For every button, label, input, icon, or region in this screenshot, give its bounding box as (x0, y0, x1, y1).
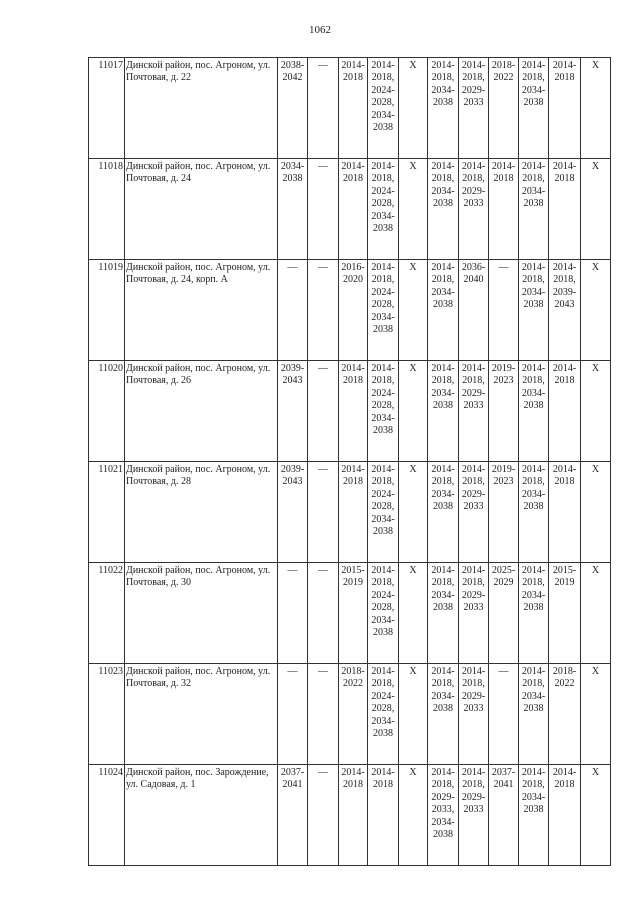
schedule-cell: — (308, 563, 339, 664)
schedule-cell: 2014- 2018, 2024- 2028, 2034- 2038 (368, 664, 399, 765)
record-number-cell: 11020 (89, 361, 125, 462)
schedule-cell: 2014- 2018, 2029- 2033, 2034- 2038 (428, 765, 459, 866)
schedule-cell: X (581, 58, 611, 159)
schedule-cell: 2014- 2018, 2034- 2038 (519, 361, 549, 462)
schedule-cell: X (581, 563, 611, 664)
record-number-cell: 11022 (89, 563, 125, 664)
table-row (89, 58, 611, 159)
schedule-cell: 2014- 2018 (549, 159, 581, 260)
address-cell: Динской район, пос. Агроном, ул. Почтовая, д. 24 (125, 159, 278, 260)
schedule-cell: 2014- 2018, 2034- 2038 (519, 664, 549, 765)
schedule-cell: 2014- 2018 (339, 159, 368, 260)
schedule-cell: — (278, 664, 308, 765)
schedule-cell: 2014- 2018, 2034- 2038 (519, 765, 549, 866)
schedule-cell: 2014- 2018, 2034- 2038 (519, 159, 549, 260)
schedule-cell: 2014- 2018 (549, 361, 581, 462)
schedule-cell: 2039- 2043 (278, 361, 308, 462)
schedule-cell: X (399, 462, 428, 563)
schedule-cell: 2014- 2018, 2029- 2033 (459, 563, 489, 664)
schedule-cell: 2025- 2029 (489, 563, 519, 664)
schedule-cell: — (278, 260, 308, 361)
schedule-cell: X (581, 462, 611, 563)
schedule-cell: — (489, 260, 519, 361)
schedule-cell: X (581, 664, 611, 765)
schedule-cell: 2014- 2018, 2034- 2038 (428, 664, 459, 765)
schedule-cell: X (399, 664, 428, 765)
schedule-cell: X (399, 765, 428, 866)
schedule-cell: 2014- 2018, 2024- 2028, 2034- 2038 (368, 361, 399, 462)
address-cell: Динской район, пос. Агроном, ул. Почтовая, д. 32 (125, 664, 278, 765)
schedule-cell: 2014- 2018, 2034- 2038 (428, 260, 459, 361)
schedule-cell: 2014- 2018, 2034- 2038 (519, 260, 549, 361)
record-number-cell: 11018 (89, 159, 125, 260)
schedule-cell: 2038- 2042 (278, 58, 308, 159)
schedule-cell: — (308, 462, 339, 563)
address-cell: Динской район, пос. Агроном, ул. Почтовая, д. 24, корп. А (125, 260, 278, 361)
schedule-cell: 2016- 2020 (339, 260, 368, 361)
schedule-cell: 2014- 2018 (339, 765, 368, 866)
record-number-cell: 11019 (89, 260, 125, 361)
schedule-cell: 2015- 2019 (339, 563, 368, 664)
address-cell: Динской район, пос. Агроном, ул. Почтовая, д. 28 (125, 462, 278, 563)
table-row (89, 260, 611, 361)
table-row (89, 159, 611, 260)
schedule-cell: 2014- 2018, 2034- 2038 (519, 58, 549, 159)
schedule-cell: 2014- 2018 (549, 58, 581, 159)
table-row (89, 361, 611, 462)
address-cell: Динской район, пос. Зарождение, ул. Садовая, д. 1 (125, 765, 278, 866)
table-row (89, 765, 611, 866)
schedule-cell: 2037- 2041 (489, 765, 519, 866)
address-cell: Динской район, пос. Агроном, ул. Почтовая, д. 22 (125, 58, 278, 159)
table-row (89, 563, 611, 664)
record-number-cell: 11024 (89, 765, 125, 866)
schedule-cell: 2014- 2018 (368, 765, 399, 866)
schedule-cell: 2019- 2023 (489, 462, 519, 563)
building-repair-schedule-table (88, 57, 611, 866)
schedule-cell: 2014- 2018, 2034- 2038 (428, 462, 459, 563)
schedule-cell: 2019- 2023 (489, 361, 519, 462)
schedule-cell: 2015- 2019 (549, 563, 581, 664)
schedule-cell: 2014- 2018, 2034- 2038 (519, 563, 549, 664)
schedule-cell: 2014- 2018 (339, 361, 368, 462)
schedule-cell: 2014- 2018, 2039- 2043 (549, 260, 581, 361)
schedule-cell: 2018- 2022 (549, 664, 581, 765)
schedule-cell: X (399, 563, 428, 664)
schedule-cell: — (308, 58, 339, 159)
schedule-cell: 2014- 2018, 2024- 2028, 2034- 2038 (368, 563, 399, 664)
schedule-cell: 2014- 2018, 2034- 2038 (519, 462, 549, 563)
schedule-cell: 2037- 2041 (278, 765, 308, 866)
schedule-cell: 2014- 2018, 2034- 2038 (428, 159, 459, 260)
page-number: 1062 (309, 24, 331, 36)
schedule-cell: X (581, 159, 611, 260)
schedule-cell: X (399, 58, 428, 159)
schedule-cell: 2014- 2018, 2029- 2033 (459, 664, 489, 765)
schedule-cell: 2014- 2018, 2024- 2028, 2034- 2038 (368, 260, 399, 361)
schedule-cell: 2014- 2018, 2029- 2033 (459, 361, 489, 462)
schedule-cell: 2014- 2018, 2029- 2033 (459, 159, 489, 260)
schedule-cell: 2036- 2040 (459, 260, 489, 361)
schedule-cell: X (581, 260, 611, 361)
schedule-cell: 2014- 2018, 2024- 2028, 2034- 2038 (368, 462, 399, 563)
schedule-cell: — (489, 664, 519, 765)
schedule-cell: X (399, 159, 428, 260)
record-number-cell: 11021 (89, 462, 125, 563)
schedule-cell: 2014- 2018, 2024- 2028, 2034- 2038 (368, 159, 399, 260)
schedule-cell: — (308, 765, 339, 866)
record-number-cell: 11023 (89, 664, 125, 765)
schedule-cell: 2014- 2018 (489, 159, 519, 260)
address-cell: Динской район, пос. Агроном, ул. Почтовая, д. 30 (125, 563, 278, 664)
schedule-cell: 2014- 2018, 2029- 2033 (459, 58, 489, 159)
schedule-cell: X (399, 260, 428, 361)
schedule-cell: — (308, 664, 339, 765)
schedule-cell: 2014- 2018, 2034- 2038 (428, 361, 459, 462)
table-row (89, 664, 611, 765)
schedule-cell: 2014- 2018, 2034- 2038 (428, 563, 459, 664)
schedule-cell: X (581, 765, 611, 866)
address-cell: Динской район, пос. Агроном, ул. Почтовая, д. 26 (125, 361, 278, 462)
schedule-cell: — (278, 563, 308, 664)
schedule-cell: 2018- 2022 (339, 664, 368, 765)
schedule-cell: 2039- 2043 (278, 462, 308, 563)
schedule-cell: 2018- 2022 (489, 58, 519, 159)
table-row (89, 462, 611, 563)
schedule-cell: 2014- 2018 (339, 462, 368, 563)
schedule-cell: — (308, 260, 339, 361)
schedule-cell: 2014- 2018, 2034- 2038 (428, 58, 459, 159)
schedule-cell: — (308, 361, 339, 462)
schedule-cell: X (581, 361, 611, 462)
record-number-cell: 11017 (89, 58, 125, 159)
schedule-cell: 2014- 2018 (549, 765, 581, 866)
schedule-cell: 2014- 2018, 2029- 2033 (459, 765, 489, 866)
schedule-cell: 2034- 2038 (278, 159, 308, 260)
schedule-cell: X (399, 361, 428, 462)
schedule-cell: 2014- 2018, 2024- 2028, 2034- 2038 (368, 58, 399, 159)
schedule-cell: 2014- 2018 (549, 462, 581, 563)
schedule-cell: 2014- 2018 (339, 58, 368, 159)
schedule-cell: 2014- 2018, 2029- 2033 (459, 462, 489, 563)
schedule-cell: — (308, 159, 339, 260)
table-body (89, 58, 611, 866)
